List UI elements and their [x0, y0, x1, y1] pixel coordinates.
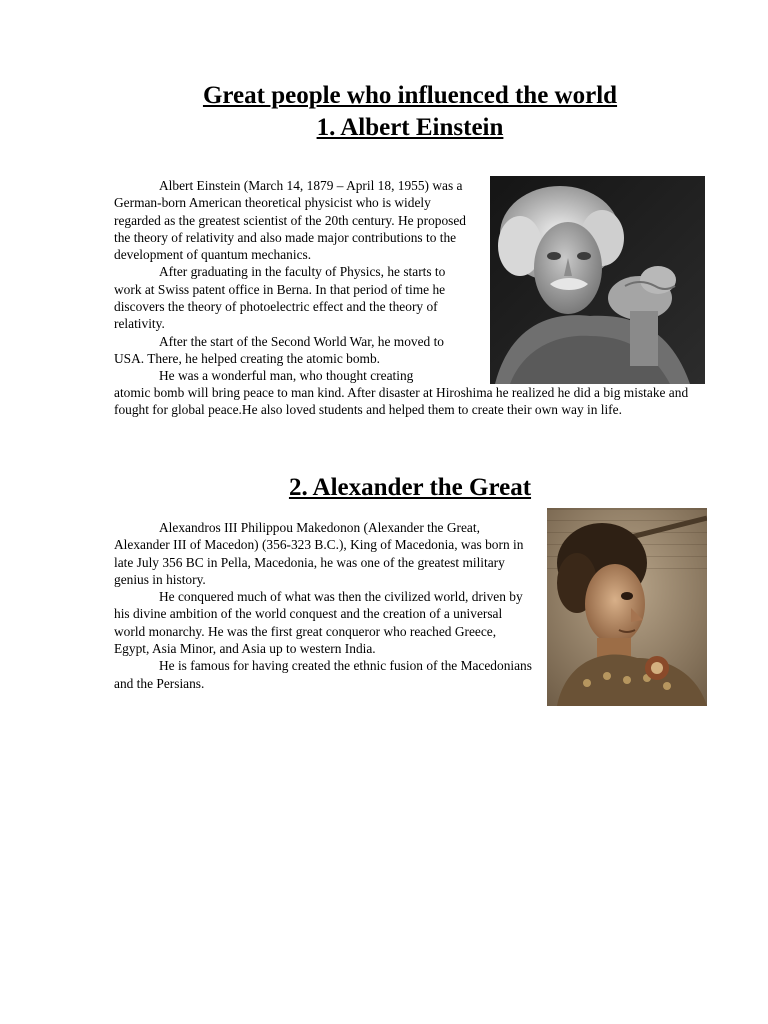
alexander-paragraph-2: He conquered much of what was then the civilized world, driven by his divine ambition of the world conquest and the creation of a universal world monarchy. He was the first great conqueror who reached Greece, Egypt, Asia Minor, and Asia up to western India. — [114, 589, 523, 657]
einstein-paragraph-4-rest: atomic bomb will bring peace to man kind. After disaster at Hiroshima he realized he did a big mistake and fought for global peace.He also loved students and helped them to create their own way in life. — [114, 385, 689, 418]
einstein-text-block — [114, 177, 474, 385]
section-heading-einstein: 1. Albert Einstein — [316, 114, 504, 141]
einstein-paragraph-4-start: He was a wonderful man, who thought creating — [159, 368, 414, 384]
einstein-paragraph-2: After graduating in the faculty of Physics, he starts to work at Swiss patent office in Berna. In that period of time he discovers the theory of photoelectric effect and the theory of relativity. — [114, 264, 446, 332]
alexander-text-block — [114, 519, 534, 692]
alexander-paragraph-3: He is famous for having created the ethnic fusion of the Macedonians and the Persians. — [114, 658, 532, 691]
einstein-text-continued — [114, 384, 704, 419]
document-title: Great people who influenced the world — [202, 82, 618, 109]
einstein-paragraph-1: Albert Einstein (March 14, 1879 – April 18, 1955) was a German-born American theoretical physicist who is widely regarded as the greatest scientist of the 20th century. He proposed the theory of relativity and also made major contributions to the development of quantum mechanics. — [114, 178, 467, 263]
section-heading-alexander: 2. Alexander the Great — [288, 474, 532, 501]
alexander-mosaic-image — [547, 508, 707, 706]
einstein-paragraph-3: After the start of the Second World War, he moved to USA. There, he helped creating the atomic bomb. — [114, 333, 445, 366]
alexander-paragraph-1: Alexandros III Philippou Makedonon (Alexander the Great, Alexander III of Macedon) (356-323 B.C.), King of Macedonia, was born in late July 356 BC in Pella, Macedonia, he was one of the greatest military genius in history. — [114, 520, 524, 587]
einstein-photo — [490, 176, 705, 384]
